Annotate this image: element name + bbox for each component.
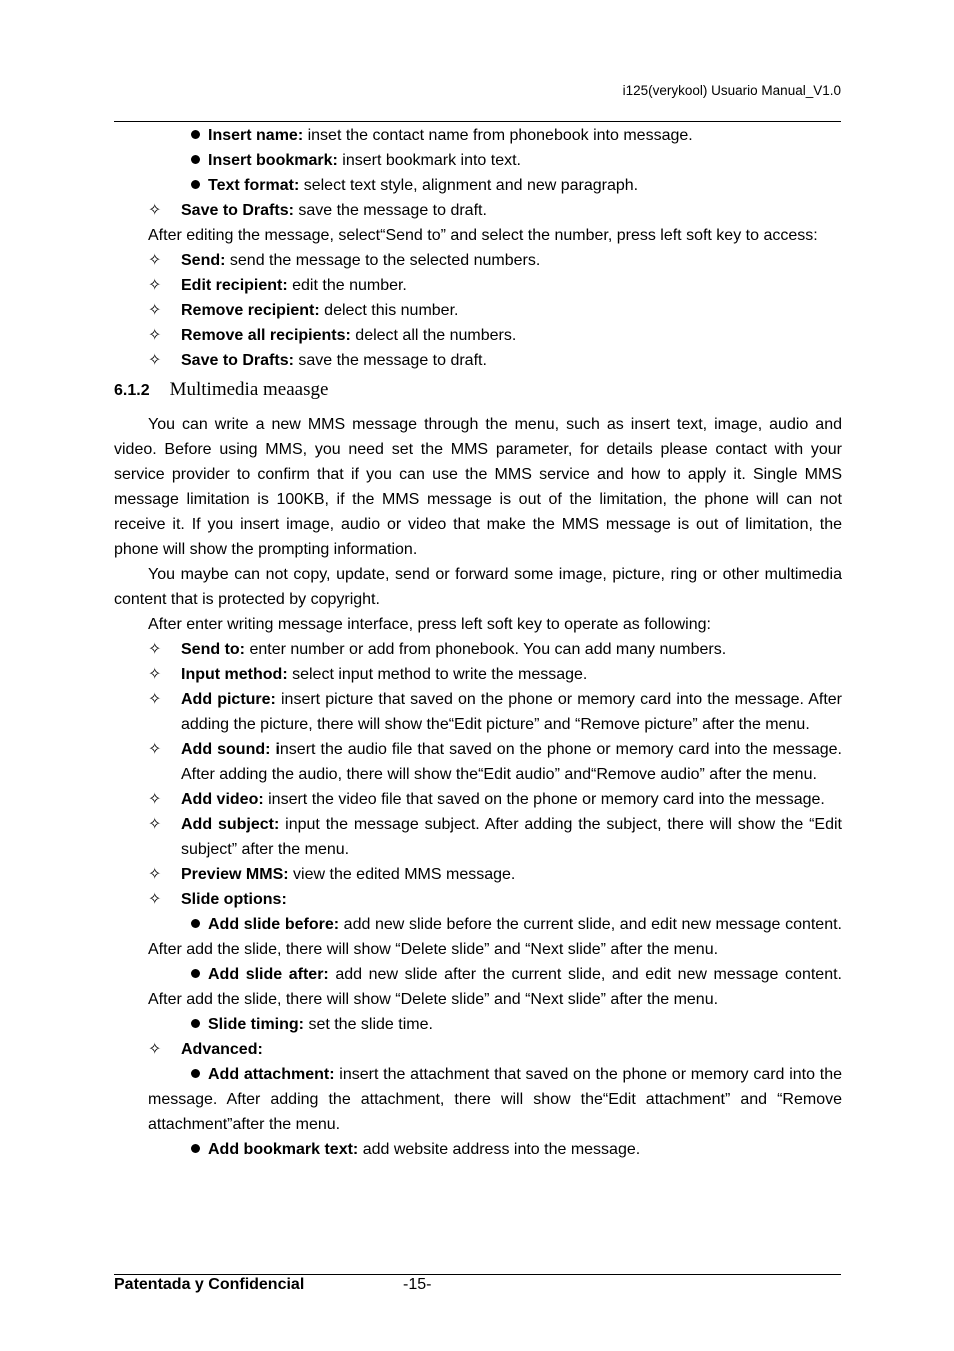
confidential-label: Patentada y Confidencial (114, 1276, 305, 1293)
option-item: ✧ Input method: select input method to write the message. (114, 662, 842, 687)
option-item: ✧ Save to Drafts: save the message to draft. (114, 348, 842, 373)
body-paragraph: After editing the message, select“Send to” and select the number, press left soft key to access: (148, 227, 818, 244)
bullet-dot-icon (191, 130, 200, 139)
bullet-item: Text format: select text style, alignment and new paragraph. (114, 173, 842, 198)
diamond-icon: ✧ (148, 277, 162, 294)
option-item: ✧ Advanced: (114, 1037, 842, 1062)
option-item: ✧ Remove recipient: delect this number. (114, 298, 842, 323)
section-title: Multimedia meaasge (169, 379, 329, 400)
diamond-icon: ✧ (148, 352, 162, 369)
option-item: ✧ Add picture: insert picture that saved on the phone or memory card into the message. After adding the picture, there will show the“Edit picture” and “Remove picture” after the menu. (114, 687, 842, 737)
bullet-item: Add bookmark text: add website address into the message. (114, 1137, 842, 1162)
diamond-icon: ✧ (148, 302, 162, 319)
bullet-dot-icon (191, 180, 200, 189)
diamond-icon: ✧ (148, 891, 162, 908)
bullet-item: Add attachment: insert the attachment that saved on the phone or memory card into the message. After adding the attachment, there will show the“Edit attachment” and “Remove attachment”after the menu. (148, 1066, 842, 1133)
bullet-item: Slide timing: set the slide time. (114, 1012, 842, 1037)
bullet-item: Add slide after: add new slide after the current slide, and edit new message content. After add the slide, there will show “Delete slide” and “Next slide” after the menu. (148, 966, 842, 1008)
option-item: ✧ Add video: insert the video file that saved on the phone or memory card into the message. (114, 787, 842, 812)
option-item: ✧ Slide options: (114, 887, 842, 912)
page-content (114, 123, 842, 1162)
footer-rule (114, 1274, 841, 1275)
diamond-icon: ✧ (148, 327, 162, 344)
bullet-item: Insert bookmark: insert bookmark into text. (114, 148, 842, 173)
page-number: -15- (403, 1276, 432, 1293)
option-item: ✧ Send: send the message to the selected numbers. (114, 248, 842, 273)
option-item: ✧ Add subject: input the message subject. After adding the subject, there will show the “Edit subject” after the menu. (114, 812, 842, 862)
section-number: 6.1.2 (114, 382, 150, 399)
section-heading (114, 376, 842, 404)
bullet-item: Insert name: inset the contact name from phonebook into message. (114, 123, 842, 148)
body-paragraph: You maybe can not copy, update, send or forward some image, picture, ring or other multimedia content that is protected by copyright. (114, 566, 842, 608)
page-footer (114, 1276, 841, 1296)
option-item: ✧ Add sound: insert the audio file that saved on the phone or memory card into the message. After adding the audio, there will show the“Edit audio” and“Remove audio” after the menu. (114, 737, 842, 787)
diamond-icon: ✧ (148, 252, 162, 269)
diamond-icon: ✧ (148, 691, 162, 708)
bullet-item: Add slide before: add new slide before the current slide, and edit new message content. After add the slide, there will show “Delete slide” and “Next slide” after the menu. (148, 916, 842, 958)
diamond-icon: ✧ (148, 791, 162, 808)
page-header: i125(verykool) Usuario Manual_V1.0 (622, 83, 841, 98)
bullet-dot-icon (191, 1069, 200, 1078)
option-item: ✧ Save to Drafts: save the message to draft. (114, 198, 842, 223)
option-item: ✧ Send to: enter number or add from phonebook. You can add many numbers. (114, 637, 842, 662)
diamond-icon: ✧ (148, 1041, 162, 1058)
option-item: ✧ Remove all recipients: delect all the numbers. (114, 323, 842, 348)
header-rule (114, 121, 841, 122)
diamond-icon: ✧ (148, 202, 162, 219)
diamond-icon: ✧ (148, 816, 162, 833)
body-paragraph: You can write a new MMS message through the menu, such as insert text, image, audio and video. Before using MMS, you need set the MMS parameter, for details please contact with your service provider to confirm that if you can use the MMS service and how to apply it. Single MMS message limitation is 100KB, if the MMS message is out of the limitation, the phone will can not receive it. If you insert image, audio or video that make the MMS message is out of limitation, the phone will show the prompting information. (114, 416, 842, 558)
option-item: ✧ Preview MMS: view the edited MMS message. (114, 862, 842, 887)
body-paragraph: After enter writing message interface, press left soft key to operate as following: (148, 616, 711, 633)
diamond-icon: ✧ (148, 741, 162, 758)
bullet-dot-icon (191, 969, 200, 978)
diamond-icon: ✧ (148, 641, 162, 658)
bullet-dot-icon (191, 1019, 200, 1028)
bullet-dot-icon (191, 919, 200, 928)
diamond-icon: ✧ (148, 666, 162, 683)
bullet-dot-icon (191, 1144, 200, 1153)
option-item: ✧ Edit recipient: edit the number. (114, 273, 842, 298)
diamond-icon: ✧ (148, 866, 162, 883)
bullet-dot-icon (191, 155, 200, 164)
